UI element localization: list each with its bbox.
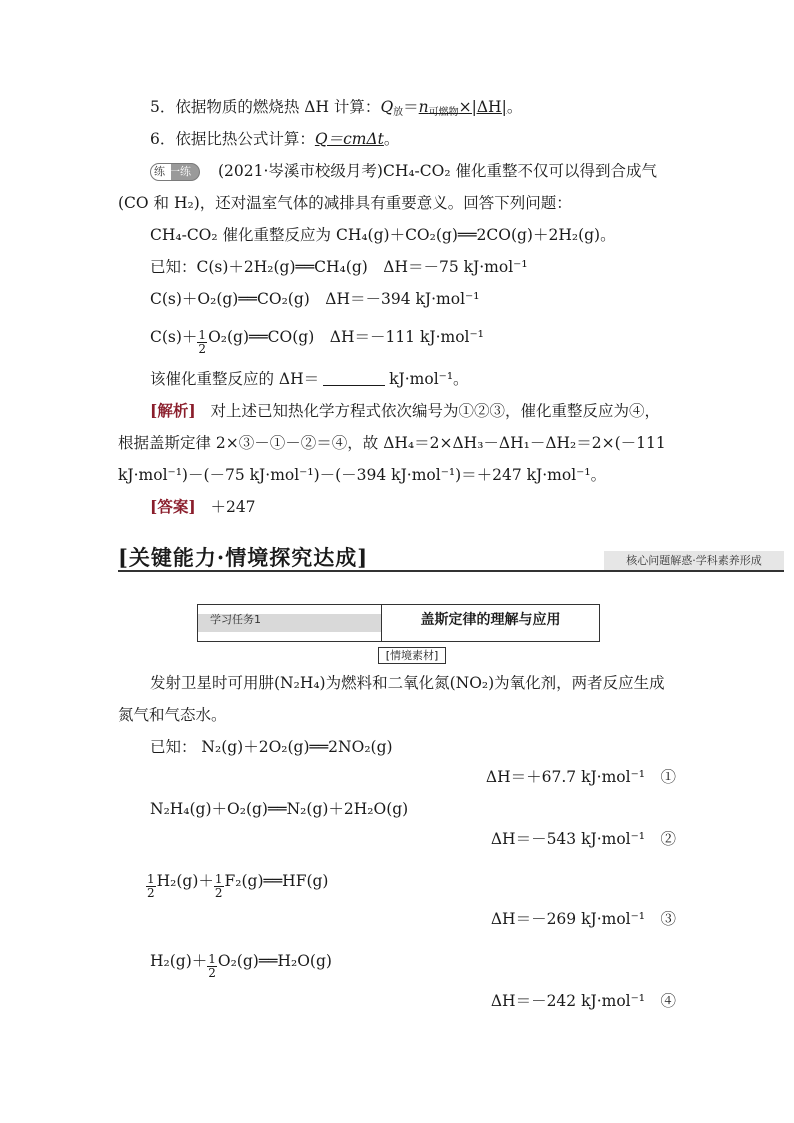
fraction-half: $\frac{1}{2}$ (214, 872, 223, 900)
practice-line-2: (CO 和 H₂)，还对温室气体的减排具有重要意义。回答下列问题： (118, 194, 572, 212)
question-post: kJ·mol⁻¹。 (389, 370, 469, 388)
n-symbol: n (418, 98, 429, 116)
scenario-eq-3 (146, 870, 328, 900)
answer-tag: [答案] (150, 497, 196, 516)
fraction-half: $\frac{1}{2}$ (147, 872, 155, 900)
scenario-dh-1: ΔH＝＋67.7 kJ·mol⁻¹ ① (485, 768, 676, 786)
task-title: 盖斯定律的理解与应用 (420, 612, 561, 628)
task-label-box (198, 605, 382, 641)
heat-formula: Q＝cmΔt (314, 130, 384, 148)
eq3-left: H₂(g)＋ (156, 872, 214, 890)
eq4-left: H₂(g)＋ (150, 952, 208, 970)
known-eq-2: C(s)＋O₂(g)══CO₂(g) ΔH＝－394 kJ·mol⁻¹ (150, 290, 480, 308)
scenario-dh-2: ΔH＝－543 kJ·mol⁻¹ ② (490, 830, 676, 848)
practice-intro (150, 160, 657, 182)
eq3-post: O₂(g)══CO(g) ΔH＝－111 kJ·mol⁻¹ (208, 328, 484, 346)
answer-line (150, 496, 256, 518)
section-rule (118, 570, 784, 572)
abs-dh: ×|ΔH| (458, 98, 507, 116)
section-title: [关键能力·情境探究达成] (118, 545, 369, 570)
equals: ＝ (403, 98, 419, 116)
reaction-statement: CH₄-CO₂ 催化重整反应为 CH₄(g)＋CO₂(g)══2CO(g)＋2H₂(g)。 (150, 226, 616, 244)
item-5 (150, 96, 522, 124)
question-pre: 该催化重整反应的 ΔH＝ (150, 370, 320, 388)
practice-badge: 练 一练 (150, 163, 200, 181)
scenario-line-2: 氮气和气态水。 (118, 706, 227, 724)
scenario-line-1: 发射卫星时可用肼(N₂H₄)为燃料和二氧化氮(NO₂)为氧化剂，两者反应生成 (150, 674, 665, 692)
answer-value: ＋247 (210, 498, 256, 516)
eq3-pre: C(s)＋ (150, 328, 198, 346)
scenario-dh-3: ΔH＝－269 kJ·mol⁻¹ ③ (490, 910, 676, 928)
answer-blank (323, 371, 385, 386)
task-label: 学习任务1 (210, 613, 261, 626)
practice-text-1: (2021·岑溪市校级月考)CH₄-CO₂ 催化重整不仅可以得到合成气 (218, 162, 658, 180)
q-symbol: Q (380, 98, 394, 116)
period: 。 (506, 98, 523, 116)
analysis-tag: [解析] (150, 401, 196, 420)
scenario-eq-1: 已知： N₂(g)＋2O₂(g)══2NO₂(g) (150, 738, 393, 756)
fraction-half: $\frac{1}{2}$ (208, 952, 216, 980)
question-line (150, 368, 469, 390)
analysis-line-3: kJ·mol⁻¹)－(－75 kJ·mol⁻¹)－(－394 kJ·mol⁻¹)＝＋247 kJ·mol⁻¹。 (118, 466, 607, 484)
section-tag: 核心问题解惑·学科素养形成 (604, 551, 784, 570)
scenario-eq-2: N₂H₄(g)＋O₂(g)══N₂(g)＋2H₂O(g) (150, 800, 409, 818)
item-6-text: 6．依据比热公式计算： (150, 130, 315, 148)
q-subscript: 放 (393, 107, 404, 118)
analysis-text-1: 对上述已知热化学方程式依次编号为①②③，催化重整反应为④， (210, 402, 660, 420)
known-eq-1: 已知：C(s)＋2H₂(g)══CH₄(g) ΔH＝－75 kJ·mol⁻¹ (150, 258, 528, 276)
known-eq-3 (150, 326, 484, 356)
n-subscript: 可燃物 (428, 107, 459, 118)
analysis-line-1 (150, 400, 660, 422)
scenario-eq-4 (150, 950, 332, 980)
scenario-dh-4: ΔH＝－242 kJ·mol⁻¹ ④ (490, 992, 676, 1010)
period: 。 (383, 130, 400, 148)
material-label: [情境素材] (378, 647, 446, 664)
task-box (197, 604, 600, 642)
analysis-line-2: 根据盖斯定律 2×③－①－②＝④，故 ΔH₄＝2×ΔH₃－ΔH₁－ΔH₂＝2×(－111 (118, 434, 666, 452)
eq3-right: F₂(g)══HF(g) (224, 872, 329, 890)
eq4-right: O₂(g)══H₂O(g) (217, 952, 332, 970)
item-5-text: 5．依据物质的燃烧热 ΔH 计算： (150, 98, 381, 116)
item-6 (150, 128, 399, 150)
fraction-half: $\frac{1}{2}$ (198, 328, 207, 356)
